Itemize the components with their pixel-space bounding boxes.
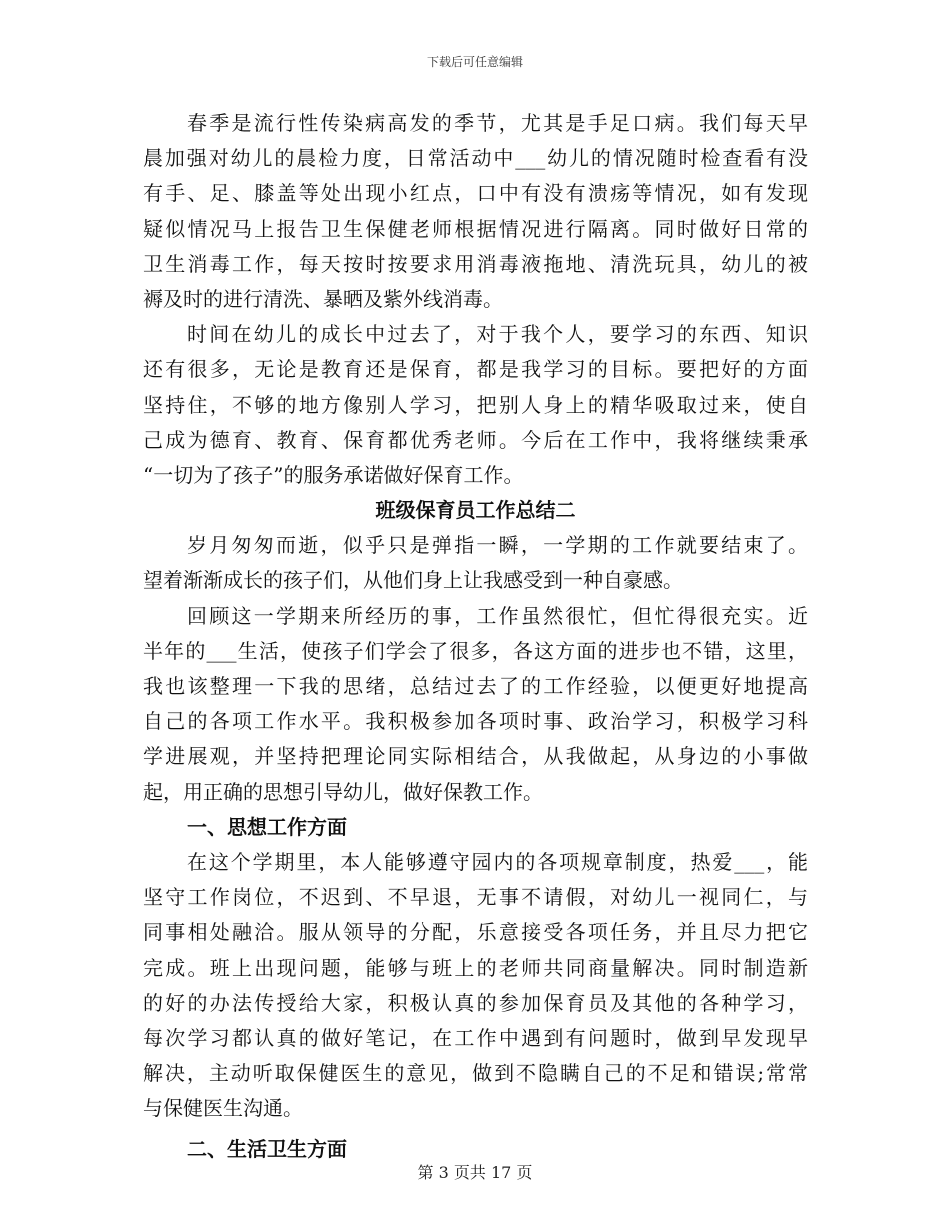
text-line: 完成。班上出现问题，能够与班上的老师共同商量解决。同时制造新 — [143, 955, 808, 980]
text-line: 坚守工作岗位，不迟到、不早退，无事不请假，对幼儿一视同仁，与 — [143, 885, 808, 910]
text-line: 在这个学期里，本人能够遵守园内的各项规章制度，热爱___，能 — [187, 849, 808, 874]
text-line: 我也该整理一下我的思绪，总结过去了的工作经验，以便更好地提高 — [143, 674, 808, 698]
subsection-heading: 二、生活卫生方面 — [187, 1137, 347, 1162]
text-line: 岁月匆匆而逝，似乎只是弹指一瞬，一学期的工作就要结束了。 — [187, 533, 808, 558]
text-line: 春季是流行性传染病高发的季节，尤其是手足口病。我们每天早 — [187, 111, 808, 135]
text-line: 半年的___生活，使孩子们学会了很多，各这方面的进步也不错，这里， — [143, 638, 808, 663]
text-line: 学进展观，并坚持把理论同实际相结合，从我做起，从身边的小事做 — [143, 744, 808, 769]
text-line: 同事相处融洽。服从领导的分配，乐意接受各项任务，并且尽力把它 — [143, 920, 808, 945]
text-line: 每次学习都认真的做好笔记，在工作中遇到有问题时，做到早发现早 — [143, 1025, 808, 1050]
text-line: 坚持住，不够的地方像别人学习，把别人身上的精华吸取过来，使自 — [143, 392, 808, 417]
paragraph — [143, 845, 808, 1127]
page-number: 第 3 页共 17 页 — [417, 1163, 533, 1182]
text-line: 还有很多，无论是教育还是保育，都是我学习的目标。要把好的方面 — [143, 357, 808, 382]
text-line: 自己的各项工作水平。我积极参加各项时事、政治学习，积极学习科 — [143, 709, 808, 734]
paragraph — [143, 317, 808, 493]
paragraph — [143, 599, 808, 810]
text-line: 起，用正确的思想引导幼儿，做好保教工作。 — [143, 779, 543, 804]
paragraph — [143, 528, 808, 598]
text-line: 时间在幼儿的成长中过去了，对于我个人，要学习的东西、知识 — [187, 322, 808, 347]
text-line: 卫生消毒工作，每天按时按要求用消毒液拖地、清洗玩具，幼儿的被 — [143, 251, 808, 276]
document-body — [143, 106, 808, 1168]
text-line: 解决，主动听取保健医生的意见，做到不隐瞒自己的不足和错误;常常 — [143, 1061, 808, 1086]
text-line: 晨加强对幼儿的晨检力度，日常活动中___幼儿的情况随时检查看有没 — [143, 146, 808, 171]
text-line: 己成为德育、教育、保育都优秀老师。今后在工作中，我将继续秉承 — [143, 427, 808, 452]
section-title: 班级保育员工作总结二 — [375, 498, 576, 523]
text-line: 望着渐渐成长的孩子们，从他们身上让我感受到一种自豪感。 — [143, 568, 683, 593]
text-line: 褥及时的进行清洗、暴晒及紫外线消毒。 — [143, 286, 503, 311]
text-line: 的好的办法传授给大家，积极认真的参加保育员及其他的各种学习， — [143, 990, 808, 1015]
page-header-note: 下载后可任意编辑 — [426, 55, 523, 69]
text-line: 回顾这一学期来所经历的事，工作虽然很忙，但忙得很充实。近 — [187, 603, 808, 628]
text-line: 有手、足、膝盖等处出现小红点，口中有没有溃疡等情况，如有发现 — [143, 181, 808, 206]
text-line: 疑似情况马上报告卫生保健老师根据情况进行隔离。同时做好日常的 — [143, 216, 808, 241]
text-line: 与保健医生沟通。 — [143, 1096, 303, 1121]
text-line: “一切为了孩子”的服务承诺做好保育工作。 — [143, 462, 524, 487]
paragraph — [143, 106, 808, 317]
subsection-heading: 一、思想工作方面 — [187, 814, 347, 839]
